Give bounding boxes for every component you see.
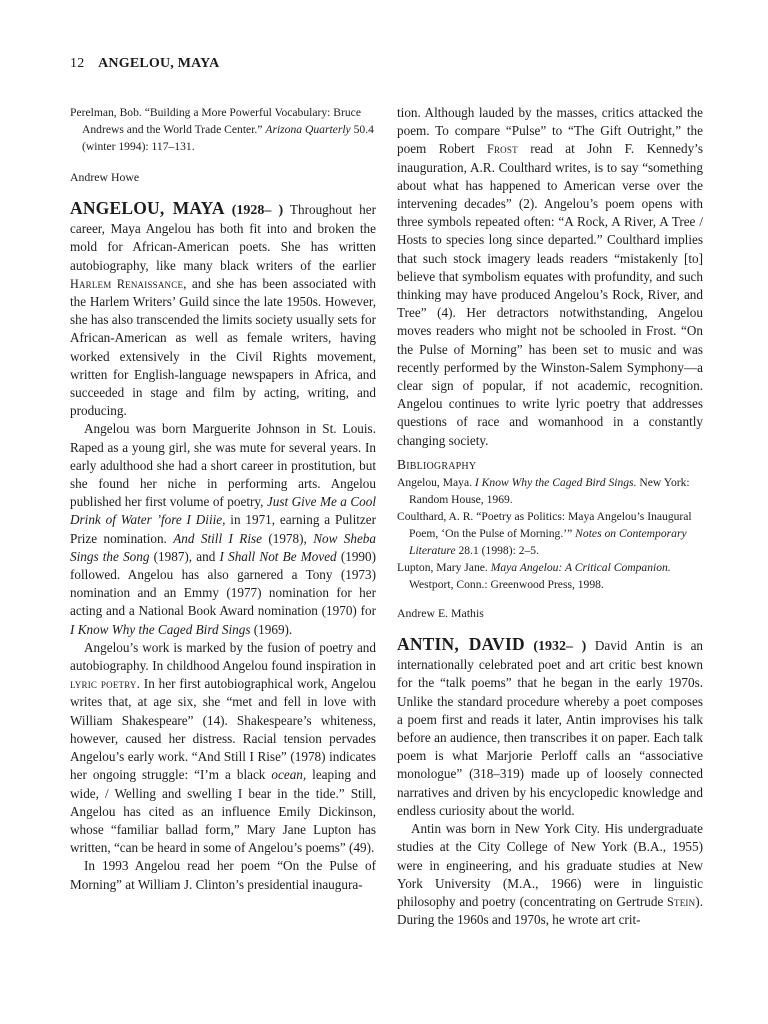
- entry-heading: ANTIN, DAVID: [397, 634, 525, 655]
- contributor-name: Andrew Howe: [70, 170, 140, 184]
- paragraph: In 1993 Angelou read her poem “On the Pulse of Morning” at William J. Clinton’s presidential inaugura-: [70, 858, 376, 892]
- paragraph: tion. Although lauded by the masses, critics attacked the poem. To compare “Pulse” to “The Gift Outright,” the poem Robert Frost read at John F. Kennedy’s inauguration, A.R. Coulthard writes, is to say “something about what has happened to American verse over the intervening decades” (2). Angelou’s poem opens with three symbols repeated often: “A Rock, A River, A Tree / Hosts to species long since departed.” Coulthard implies that such stock imagery leads readers “mistakenly [to] believe that symbolism equates with profundity, and such thinking may have produced Angelou’s Rock, River, and Tree” (4). Her detractors notwithstanding, Angelou moves readers who might not be schooled in Frost. “On the Pulse of Morning” has been set to music and was recently performed by the Winston-Salem Symphony—a clear sign of popular, if not academic, recognition. Angelou continues to write lyric poetry that addresses questions of race and womanhood in a constantly changing society.: [397, 105, 703, 448]
- paragraph: Angelou was born Marguerite Johnson in St. Louis. Raped as a young girl, she was mute for several years. In early adulthood she had a short career in prostitution, but she found her niche in performing arts. Angelou published her first volume of poetry, Just Give Me a Cool Drink of Water ’fore I Diiie, in 1971, earning a Pulitzer Prize nomination. And Still I Rise (1978), Now Sheba Sings the Song (1987), and I Shall Not Be Moved (1990) followed. Angelou has also garnered a Tony (1973) nomination and an Emmy (1977) nomination for her acting and a National Book Award nomination (1970) for I Know Why the Caged Bird Sings (1969).: [70, 421, 376, 637]
- right-column: [397, 104, 703, 929]
- contributor-name: Andrew E. Mathis: [397, 606, 484, 621]
- bibliography-entry: Angelou, Maya. I Know Why the Caged Bird Sings. New York: Random House, 1969.: [397, 476, 690, 507]
- bibliography-entry: Coulthard, A. R. “Poetry as Politics: Maya Angelou’s Inaugural Poem, ‘On the Pulse of Morning.’” Notes on Contemporary Literature 28.1 (1998): 2–5.: [397, 510, 692, 558]
- left-column: [70, 104, 376, 894]
- paragraph: Angelou’s work is marked by the fusion of poetry and autobiography. In childhood Angelou found inspiration in lyric poetry. In her first autobiographical work, Angelou writes that, at age six, she “met and fell in love with William Shakespeare” (14). Shakespeare’s whiteness, however, caused her distress. Racial tension pervades Angelou’s early work. “And Still I Rise” (1978) indicates her ongoing struggle: “I’m a black ocean, leaping and wide, / Welling and swelling I bear in the tide.” Still, Angelou has cited as an influence Emily Dickinson, whose “familiar ballad form,” Mary Jane Lupton has written, “can be heard in some of Angelou’s poems” (49).: [70, 639, 376, 856]
- reference-perelman: Perelman, Bob. “Building a More Powerful Vocabulary: Bruce Andrews and the World Trade Center.” Arizona Quarterly 50.4 (winter 1994): 117–131.: [70, 106, 374, 153]
- entry-dates: (1932– ): [533, 639, 587, 655]
- bibliography-heading: Bibliography: [397, 456, 477, 472]
- entry-dates: (1928– ): [231, 203, 284, 218]
- entry-antin-intro: ANTIN, DAVID (1932– ) David Antin is an internationally celebrated poet and art critic best known for the “talk poems” that he began in the early 1970s. Unlike the standard procedure whereby a poet composes a poem first and reads it later, Antin improvises his talk before an audience, then transcribes it on paper. Each talk poem is what Marjorie Perloff calls an “associative monologue” (318–319) made up of loosely connected narratives and driven by his encyclopedic knowledge and endless curiosity about the world.: [397, 634, 704, 818]
- entry-angelou-intro: ANGELOU, MAYA (1928– ) Throughout her career, Maya Angelou has both fit into and broken the mold for African-American poets. She has written autobiography, like many black writers of the earlier Harlem Renaissance, and she has been associated with the Harlem Writers’ Guild since the late 1950s. However, she has also transcended the limits society usually sets for African-American as well as female writers, having worked extensively in the Civil Rights movement, written for English-language newspapers in Africa, and succeeded in stage and film by acting, writing, and producing.: [70, 198, 377, 419]
- running-title: ANGELOU, MAYA: [98, 56, 220, 71]
- running-head: [70, 56, 219, 72]
- entry-heading: ANGELOU, MAYA: [70, 198, 225, 218]
- page-number: 12: [70, 56, 85, 71]
- paragraph: Antin was born in New York City. His undergraduate studies at the City College of New York (B.A., 1955) were in engineering, and his graduate studies at New York University (M.A., 1966) were in linguistic philosophy and poetry (concentrating on Gertrude Stein). During the 1960s and 1970s, he wrote art crit-: [397, 821, 703, 928]
- bibliography-entry: Lupton, Mary Jane. Maya Angelou: A Critical Companion. Westport, Conn.: Greenwood Press, 1998.: [397, 561, 671, 592]
